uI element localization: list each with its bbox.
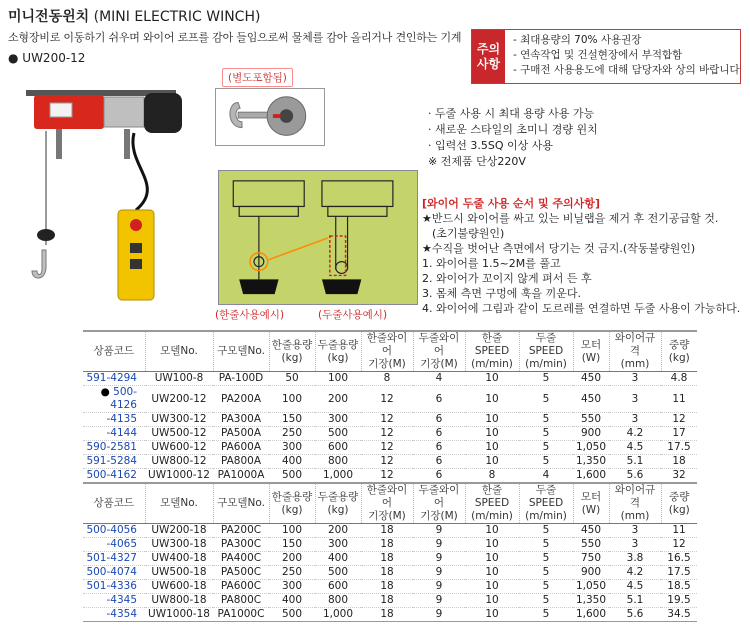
table-cell: 200	[315, 524, 361, 538]
power-cable	[133, 133, 147, 210]
pulley-hook-photo	[215, 88, 325, 146]
product-code-cell[interactable]: 590-2581	[83, 441, 145, 455]
table-cell: 5.1	[609, 455, 661, 469]
usage-instructions	[422, 196, 740, 316]
table-cell: 10	[465, 386, 519, 413]
table-cell: UW300-18	[145, 538, 213, 552]
table-cell: UW800-18	[145, 594, 213, 608]
table-cell: UW1000-18	[145, 608, 213, 622]
table-cell: 6	[413, 413, 465, 427]
table-cell: 12	[361, 455, 413, 469]
down-button	[130, 259, 142, 269]
table-cell: PA-100D	[213, 372, 269, 386]
table-cell: 12	[361, 469, 413, 483]
table-cell: 18	[361, 608, 413, 622]
table-cell: 17	[661, 427, 697, 441]
table-cell: 5	[519, 455, 573, 469]
title-english: (MINI ELECTRIC WINCH)	[93, 9, 261, 25]
table-cell: 4.5	[609, 580, 661, 594]
feature-item: · 두줄 사용 시 최대 용량 사용 가능	[428, 107, 595, 120]
table-cell: PA500C	[213, 566, 269, 580]
table-row	[83, 455, 697, 469]
table-cell: 18	[361, 538, 413, 552]
balance-weight	[37, 229, 55, 241]
table-cell: 3	[609, 372, 661, 386]
table-cell: 1,600	[573, 469, 609, 483]
table-cell: 6	[413, 455, 465, 469]
table-cell: 12	[361, 441, 413, 455]
table-cell: 10	[465, 427, 519, 441]
usage-diagram	[218, 170, 418, 305]
product-code-cell[interactable]: -4345	[83, 594, 145, 608]
feature-item: · 새로운 스타일의 초미니 경량 윈치	[428, 123, 598, 136]
table-cell: 100	[269, 524, 315, 538]
table-cell: 18	[361, 580, 413, 594]
product-code-cell[interactable]: ● 500-4126	[83, 386, 145, 413]
table-cell: 34.5	[661, 608, 697, 622]
pulley-highlight	[330, 236, 346, 275]
table-cell: 9	[413, 552, 465, 566]
table-cell: 18	[661, 455, 697, 469]
table-cell: 4.2	[609, 566, 661, 580]
table-cell: PA300A	[213, 413, 269, 427]
column-header: 한줄와이어 기장(M)	[361, 331, 413, 372]
included-badge: (별도포함됨)	[222, 68, 293, 87]
caution-badge-line2: 사항	[476, 56, 501, 71]
table-cell: 9	[413, 538, 465, 552]
caution-list	[505, 30, 740, 83]
table-cell: 5	[519, 580, 573, 594]
table-cell: 16.5	[661, 552, 697, 566]
table-cell: 400	[315, 552, 361, 566]
connection-arrow	[269, 238, 328, 260]
table-cell: 9	[413, 594, 465, 608]
table-cell: 300	[269, 441, 315, 455]
table-cell: 12	[661, 538, 697, 552]
usage-line: 2. 와이어가 꼬이지 않게 펴서 든 후	[422, 272, 592, 285]
feature-list	[428, 106, 598, 170]
table-cell: 400	[269, 594, 315, 608]
table-cell: UW1000-12	[145, 469, 213, 483]
product-code-cell[interactable]: -4065	[83, 538, 145, 552]
product-code-cell[interactable]: 591-5284	[83, 455, 145, 469]
table-cell: UW600-18	[145, 580, 213, 594]
table-cell: 18	[361, 524, 413, 538]
table-cell: 550	[573, 413, 609, 427]
table-cell: 150	[269, 413, 315, 427]
table-cell: 4.8	[661, 372, 697, 386]
table-cell: 10	[465, 552, 519, 566]
winch-photo	[6, 75, 196, 315]
table-cell: 5	[519, 608, 573, 622]
table-cell: 10	[465, 524, 519, 538]
table-cell: 750	[573, 552, 609, 566]
product-code-cell[interactable]: 500-4056	[83, 524, 145, 538]
single-line-load	[239, 279, 278, 294]
table-cell: UW400-18	[145, 552, 213, 566]
table-cell: 12	[661, 413, 697, 427]
table-cell: 1,050	[573, 441, 609, 455]
product-code-cell[interactable]: 500-4074	[83, 566, 145, 580]
table-cell: 12	[361, 427, 413, 441]
usage-line: 3. 몸체 측면 구멍에 훅을 끼운다.	[422, 287, 581, 300]
table-cell: PA300C	[213, 538, 269, 552]
table-cell: UW200-12	[145, 386, 213, 413]
table-cell: 5	[519, 427, 573, 441]
table-cell: 550	[573, 538, 609, 552]
product-description: 소형장비로 이동하기 쉬우며 와이어 로프를 감아 들임으로써 물체를 감아 올리거나 견인하는 기계	[8, 31, 462, 44]
table-cell: 250	[269, 566, 315, 580]
column-header: 두줄SPEED (m/min)	[519, 331, 573, 372]
column-header: 한줄SPEED (m/min)	[465, 483, 519, 524]
caution-badge	[472, 30, 505, 83]
table-row	[83, 524, 697, 538]
table-cell: 4.5	[609, 441, 661, 455]
table-cell: PA600A	[213, 441, 269, 455]
table-cell: 600	[315, 441, 361, 455]
column-header: 구모델No.	[213, 483, 269, 524]
caution-item: - 최대용량의 70% 사용권장	[513, 34, 642, 46]
table-cell: 10	[465, 608, 519, 622]
table-row	[83, 538, 697, 552]
table-row	[83, 441, 697, 455]
table-cell: UW200-18	[145, 524, 213, 538]
product-title	[8, 6, 260, 26]
model-label: ● UW200-12	[8, 51, 86, 65]
table-cell: PA800C	[213, 594, 269, 608]
table-cell: 1,050	[573, 580, 609, 594]
product-code-cell[interactable]: 591-4294	[83, 372, 145, 386]
spec-table-18m	[83, 482, 697, 622]
column-header: 상품코드	[83, 483, 145, 524]
product-code-cell[interactable]: 501-4327	[83, 552, 145, 566]
table-cell: 17.5	[661, 441, 697, 455]
table-row	[83, 469, 697, 483]
table-cell: 500	[269, 469, 315, 483]
usage-line: 1. 와이어를 1.5~2M를 풀고	[422, 257, 561, 270]
table-cell: UW500-18	[145, 566, 213, 580]
table-row	[83, 566, 697, 580]
table-body	[83, 524, 697, 622]
table-header-row	[83, 483, 697, 524]
table-cell: 5.6	[609, 608, 661, 622]
table-cell: 400	[269, 455, 315, 469]
column-header: 중량 (kg)	[661, 331, 697, 372]
table-cell: 9	[413, 566, 465, 580]
table-cell: 6	[413, 441, 465, 455]
double-line-load	[322, 279, 361, 294]
table-cell: 18	[361, 594, 413, 608]
table-cell: 3	[609, 413, 661, 427]
table-row	[83, 552, 697, 566]
table-cell: 300	[269, 580, 315, 594]
table-cell: 900	[573, 427, 609, 441]
table-cell: 800	[315, 455, 361, 469]
spec-table-12m	[83, 330, 697, 483]
column-header: 모델No.	[145, 331, 213, 372]
column-header: 두줄SPEED (m/min)	[519, 483, 573, 524]
table-cell: 4	[413, 372, 465, 386]
table-cell: PA400C	[213, 552, 269, 566]
table-cell: 800	[315, 594, 361, 608]
usage-line: 4. 와이어에 그림과 같이 도르레를 연결하면 두줄 사용이 가능하다.	[422, 302, 741, 315]
table-row	[83, 386, 697, 413]
table-cell: 19.5	[661, 594, 697, 608]
table-row	[83, 413, 697, 427]
single-line-caption: (한줄사용예시)	[215, 309, 285, 321]
table-cell: PA600C	[213, 580, 269, 594]
table-cell: 100	[315, 372, 361, 386]
table-cell: 1,600	[573, 608, 609, 622]
caution-item: - 구매전 사용용도에 대해 담당자와 상의 바랍니다	[513, 64, 740, 76]
winch-drum	[104, 97, 144, 127]
double-line-caption: (두줄사용예시)	[318, 309, 388, 321]
column-header: 두줄와이어 기장(M)	[413, 483, 465, 524]
table-cell: 450	[573, 372, 609, 386]
table-cell: 5	[519, 386, 573, 413]
table-cell: 4.2	[609, 427, 661, 441]
table-cell: 5	[519, 372, 573, 386]
table-cell: 18.5	[661, 580, 697, 594]
table-row	[83, 372, 697, 386]
table-cell: UW300-12	[145, 413, 213, 427]
table-cell: UW800-12	[145, 455, 213, 469]
table-cell: 4	[519, 469, 573, 483]
table-cell: PA200A	[213, 386, 269, 413]
feature-item: · 입력선 3.5SQ 이상 사용	[428, 139, 553, 152]
table-cell: UW500-12	[145, 427, 213, 441]
table-cell: 1,000	[315, 469, 361, 483]
table-cell: 1,350	[573, 594, 609, 608]
caution-badge-line1: 주의	[476, 42, 501, 57]
table-cell: 8	[465, 469, 519, 483]
table-cell: 9	[413, 524, 465, 538]
table-cell: 10	[465, 413, 519, 427]
table-cell: 250	[269, 427, 315, 441]
usage-line: ★반드시 와이어를 싸고 있는 비닐랩을 제거 후 전기공급할 것.	[422, 212, 719, 225]
winch-hook	[32, 250, 46, 278]
table-cell: 5	[519, 413, 573, 427]
table-cell: 10	[465, 455, 519, 469]
column-header: 중량 (kg)	[661, 483, 697, 524]
table-cell: 5	[519, 552, 573, 566]
table-cell: 500	[315, 566, 361, 580]
table-cell: 5	[519, 524, 573, 538]
table-cell: 8	[361, 372, 413, 386]
title-korean: 미니전동윈치	[8, 9, 90, 25]
table-cell: 5	[519, 566, 573, 580]
winch-label-plate	[50, 103, 72, 117]
caution-box	[471, 29, 741, 84]
column-header: 한줄용량 (kg)	[269, 331, 315, 372]
column-header: 와이어규격 (mm)	[609, 483, 661, 524]
table-cell: PA200C	[213, 524, 269, 538]
table-row	[83, 608, 697, 622]
column-header: 구모델No.	[213, 331, 269, 372]
table-cell: 3.8	[609, 552, 661, 566]
usage-line: ★수직을 벗어난 측면에서 당기는 것 금지.(작동불량원인)	[422, 242, 696, 255]
column-header: 두줄용량 (kg)	[315, 483, 361, 524]
table-cell: 6	[413, 469, 465, 483]
table-cell: 10	[465, 594, 519, 608]
table-cell: 6	[413, 386, 465, 413]
table-cell: 6	[413, 427, 465, 441]
table-cell: 5.6	[609, 469, 661, 483]
column-header: 한줄와이어 기장(M)	[361, 483, 413, 524]
table-cell: 3	[609, 524, 661, 538]
product-code-cell[interactable]: -4354	[83, 608, 145, 622]
product-code-cell[interactable]: 501-4336	[83, 580, 145, 594]
table-cell: 12	[361, 386, 413, 413]
column-header: 모델No.	[145, 483, 213, 524]
table-cell: 5	[519, 594, 573, 608]
table-cell: 17.5	[661, 566, 697, 580]
table-cell: 11	[661, 386, 697, 413]
table-cell: PA1000A	[213, 469, 269, 483]
usage-heading: [와이어 두줄 사용 순서 및 주의사항]	[422, 197, 600, 210]
table-cell: 100	[269, 386, 315, 413]
table-cell: 9	[413, 608, 465, 622]
product-code-cell[interactable]: -4144	[83, 427, 145, 441]
table-cell: 5	[519, 441, 573, 455]
table-row	[83, 580, 697, 594]
table-cell: 12	[361, 413, 413, 427]
product-code-cell[interactable]: 500-4162	[83, 469, 145, 483]
column-header: 모터(W)	[573, 483, 609, 524]
table-cell: 200	[315, 386, 361, 413]
table-cell: 200	[269, 552, 315, 566]
table-cell: 9	[413, 580, 465, 594]
table-cell: 300	[315, 538, 361, 552]
table-cell: UW600-12	[145, 441, 213, 455]
table-cell: PA1000C	[213, 608, 269, 622]
emergency-stop-button	[130, 219, 142, 231]
table-cell: 5	[519, 538, 573, 552]
column-header: 두줄와이어 기장(M)	[413, 331, 465, 372]
table-header-row	[83, 331, 697, 372]
table-cell: 10	[465, 566, 519, 580]
table-cell: 18	[361, 552, 413, 566]
table-cell: 600	[315, 580, 361, 594]
usage-line: (초기불량원인)	[432, 227, 505, 240]
winch-gearbox	[144, 93, 182, 133]
table-row	[83, 594, 697, 608]
table-cell: 900	[573, 566, 609, 580]
table-cell: 18	[361, 566, 413, 580]
table-cell: UW100-8	[145, 372, 213, 386]
table-cell: PA500A	[213, 427, 269, 441]
column-header: 한줄용량 (kg)	[269, 483, 315, 524]
caution-item: - 연속작업 및 건설현장에서 부적합함	[513, 49, 683, 61]
table-cell: 11	[661, 524, 697, 538]
column-header: 두줄용량 (kg)	[315, 331, 361, 372]
table-cell: 10	[465, 441, 519, 455]
table-cell: 1,350	[573, 455, 609, 469]
table-cell: 10	[465, 580, 519, 594]
table-cell: PA800A	[213, 455, 269, 469]
feature-item: ※ 전제품 단상220V	[428, 155, 526, 168]
table-cell: 50	[269, 372, 315, 386]
column-header: 상품코드	[83, 331, 145, 372]
product-code-cell[interactable]: -4135	[83, 413, 145, 427]
table-cell: 500	[269, 608, 315, 622]
table-cell: 450	[573, 524, 609, 538]
table-cell: 1,000	[315, 608, 361, 622]
table-cell: 450	[573, 386, 609, 413]
table-row	[83, 427, 697, 441]
table-cell: 32	[661, 469, 697, 483]
up-button	[130, 243, 142, 253]
table-body	[83, 372, 697, 483]
table-cell: 10	[465, 372, 519, 386]
table-cell: 150	[269, 538, 315, 552]
column-header: 모터 (W)	[573, 331, 609, 372]
table-cell: 3	[609, 538, 661, 552]
table-cell: 10	[465, 538, 519, 552]
table-cell: 3	[609, 386, 661, 413]
column-header: 한줄SPEED (m/min)	[465, 331, 519, 372]
table-cell: 5.1	[609, 594, 661, 608]
table-cell: 300	[315, 413, 361, 427]
column-header: 와이어규격 (mm)	[609, 331, 661, 372]
table-cell: 500	[315, 427, 361, 441]
